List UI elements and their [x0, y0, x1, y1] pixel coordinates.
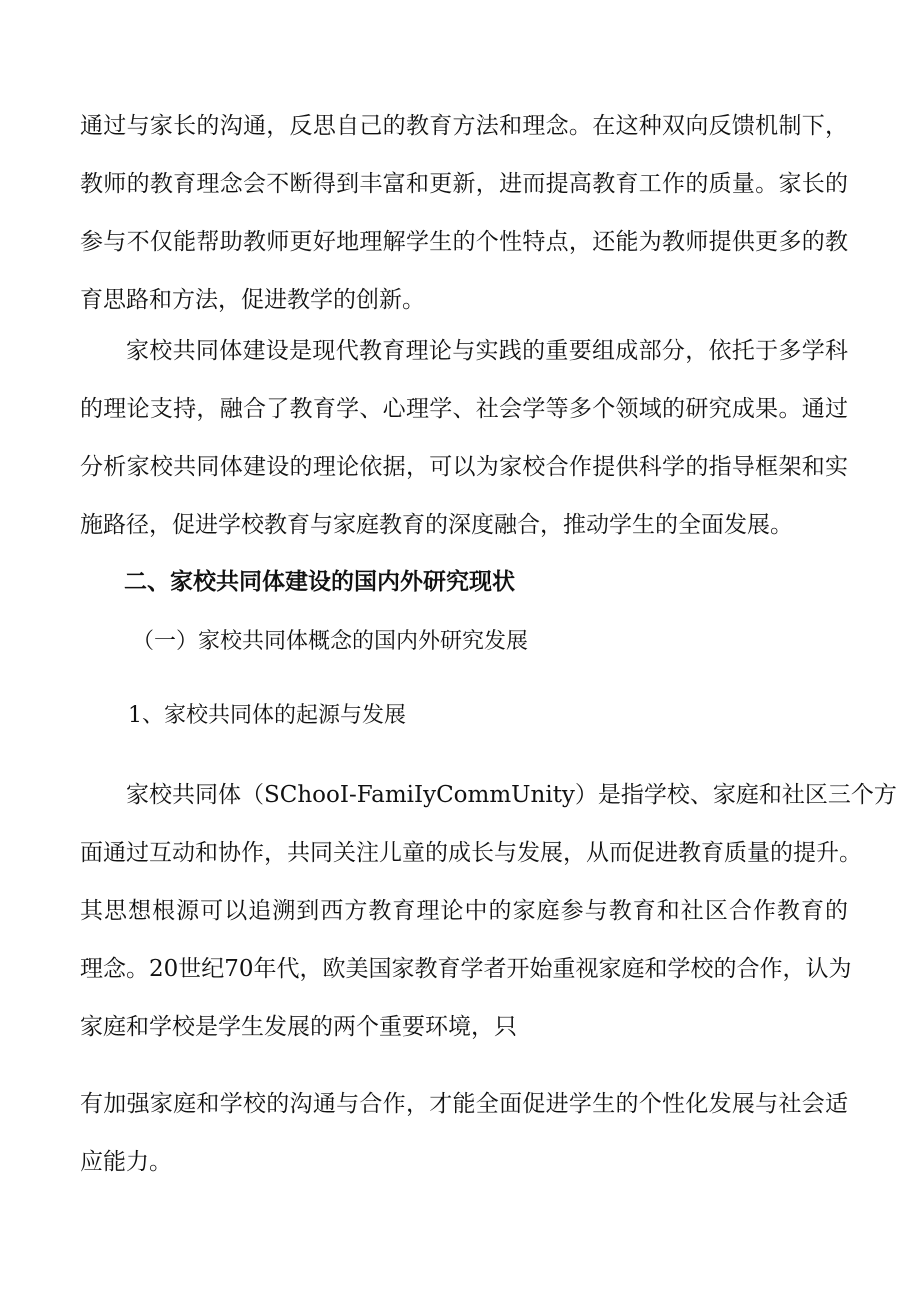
subsection-heading: （一）家校共同体概念的国内外研究发展 [132, 629, 529, 654]
paragraph-4 [80, 1075, 848, 1191]
paragraph-line: 通过与家长的沟通，反思自己的教育方法和理念。在这种双向反馈机制下， [80, 113, 848, 139]
paragraph-3 [80, 766, 897, 1056]
paragraph-line: 参与不仅能帮助教师更好地理解学生的个性特点，还能为教师提供更多的教 [80, 229, 848, 255]
paragraph-line: 应能力。 [80, 1149, 172, 1175]
paragraph-line: 面通过互动和协作，共同关注儿童的成长与发展，从而促进教育质量的提升。 [80, 840, 862, 866]
paragraph-line: 理念。20世纪70年代，欧美国家教育学者开始重视家庭和学校的合作，认为 [80, 956, 852, 982]
paragraph-line: 育思路和方法，促进教学的创新。 [80, 287, 425, 313]
paragraph-2 [80, 322, 848, 554]
subsubsection-heading: 1、家校共同体的起源与发展 [128, 703, 406, 728]
paragraph-line: 的理论支持，融合了教育学、心理学、社会学等多个领域的研究成果。通过 [80, 396, 848, 422]
paragraph-line: 家校共同体建设是现代教育理论与实践的重要组成部分，依托于多学科 [126, 338, 848, 364]
paragraph-line: 其思想根源可以追溯到西方教育理论中的家庭参与教育和社区合作教育的 [80, 898, 848, 924]
paragraph-line: 家校共同体（SChooI-FamiIyCommUnity）是指学校、家庭和社区三个方 [126, 782, 897, 808]
section-heading: 二、家校共同体建设的国内外研究现状 [124, 569, 515, 595]
paragraph-line: 家庭和学校是学生发展的两个重要环境，只 [80, 1014, 517, 1040]
paragraph-line: 有加强家庭和学校的沟通与合作，才能全面促进学生的个性化发展与社会适 [80, 1091, 848, 1117]
paragraph-line: 施路径，促进学校教育与家庭教育的深度融合，推动学生的全面发展。 [80, 512, 793, 538]
paragraph-1 [80, 97, 848, 329]
paragraph-line: 教师的教育理念会不断得到丰富和更新，进而提高教育工作的质量。家长的 [80, 171, 848, 197]
paragraph-line: 分析家校共同体建设的理论依据，可以为家校合作提供科学的指导框架和实 [80, 454, 848, 480]
